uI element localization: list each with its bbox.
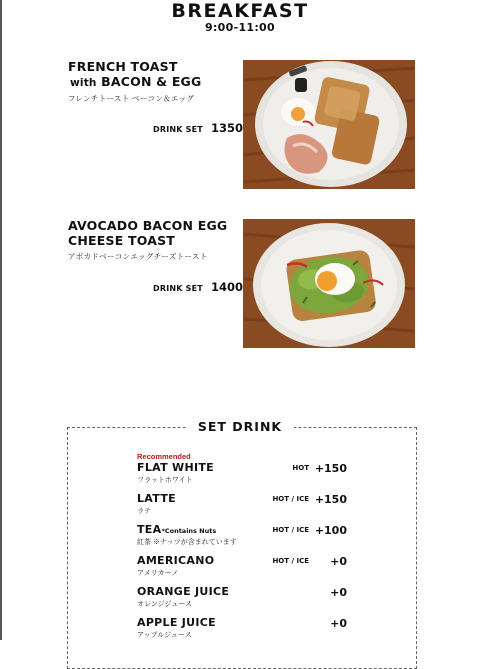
drink-temp: HOT [292,464,309,472]
drink-name: AMERICANO [137,554,215,567]
drink-name-jp: アップルジュース [137,632,192,639]
drink-temp: HOT / ICE [272,557,309,565]
page-edge [0,0,2,640]
set-drink-title: SET DRINK [186,419,294,434]
dish-1-photo [243,60,415,189]
dish-2-name-line1: AVOCADO BACON EGG [68,218,228,233]
menu-title: BREAKFAST [171,0,309,22]
drink-name-jp: オレンジジュース [137,601,192,608]
drink-note: *Contains Nuts [161,527,217,535]
drink-temp: HOT / ICE [272,526,309,534]
dish-2-name [68,218,227,248]
drink-name-wrap [137,523,216,536]
drink-temp: HOT / ICE [272,495,309,503]
dish-1-price-row [153,121,243,135]
drink-row [137,585,347,613]
dish-2-price: 1400 [210,280,243,294]
dish-2-price-row [153,280,243,294]
drink-price: +0 [330,586,347,599]
menu-hours: 9:00-11:00 [205,21,275,34]
drink-row [137,461,347,489]
dish-1-price-label: DRINK SET [153,125,203,134]
drink-row [137,554,347,582]
drink-name-jp: ラテ [137,508,151,515]
dish-2-name-jp: アボカドベーコンエッグチーズトースト [68,252,208,261]
set-drink-title-wrap [0,418,480,436]
dish-2-photo [243,219,415,348]
dish-1-name-with: with [70,77,97,89]
dish-1-name [68,59,201,91]
drink-price: +150 [314,462,347,475]
drink-name: FLAT WHITE [137,461,214,474]
drink-row [137,492,347,520]
drink-name: TEA [137,523,162,536]
drink-name-jp: フラットホワイト [137,477,193,484]
drink-name: APPLE JUICE [137,616,216,629]
drink-price: +0 [330,617,347,630]
dish-1-price: 1350 [210,121,243,135]
dish-2-price-label: DRINK SET [153,284,203,293]
dish-1-name-line1: FRENCH TOAST [68,59,178,74]
dish-1-name-line2 [68,74,201,91]
drink-price: +0 [330,555,347,568]
dish-1-name-jp: フレンチトースト ベーコン＆エッグ [68,94,195,103]
drink-name: ORANGE JUICE [137,585,230,598]
drink-price: +100 [314,524,347,537]
drink-row [137,523,347,551]
drink-name-jp: 紅茶 ※ナッツが含まれています [137,539,237,546]
drink-name-jp: アメリカーノ [137,570,179,577]
drink-name: LATTE [137,492,176,505]
recommended-tag: Recommended [137,452,191,461]
dish-1-name-line2-text: BACON & EGG [101,74,202,89]
drink-price: +150 [314,493,347,506]
dish-2-name-line2: CHEESE TOAST [68,233,176,248]
